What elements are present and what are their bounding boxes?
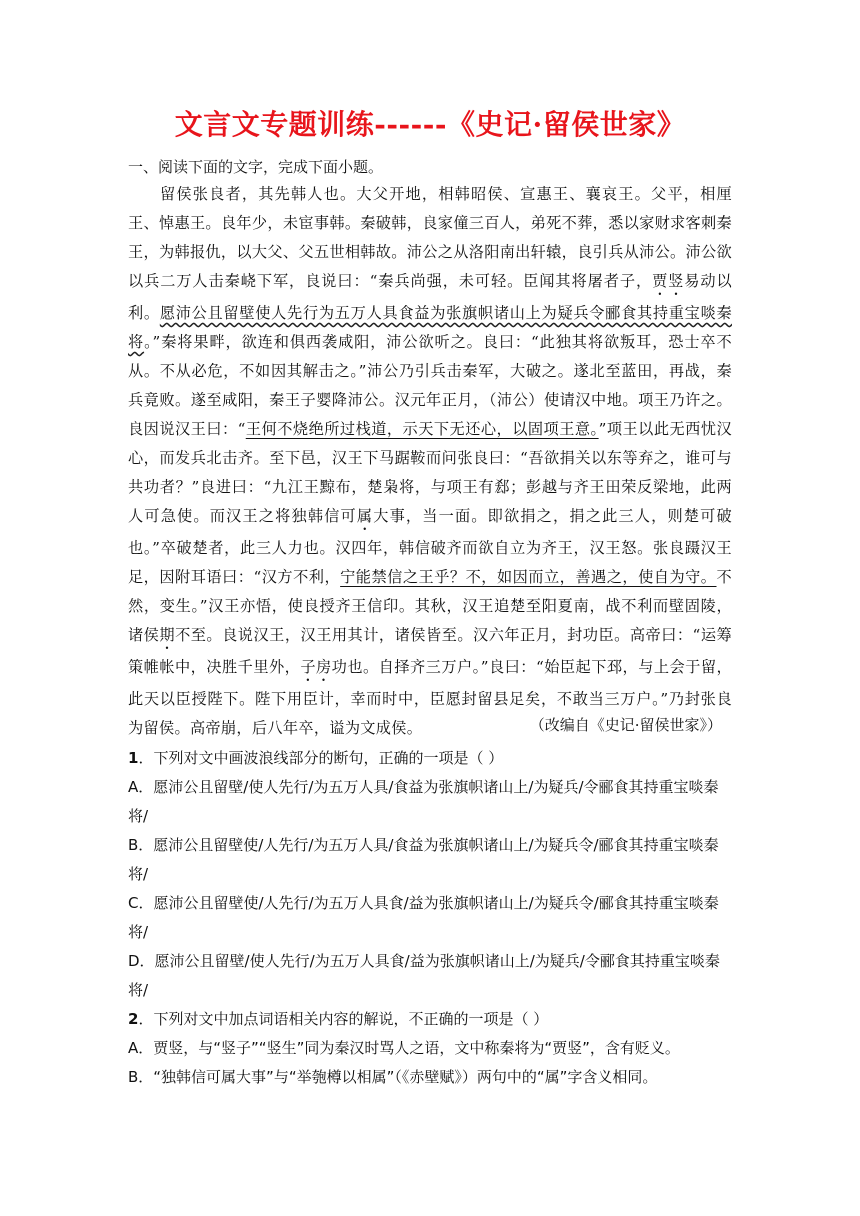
question-number: 1: [128, 749, 139, 767]
passage-text: 。”秦将果畔，欲连和俱西袭咸阳，沛公欲听之。良曰：“此独其将欲叛耳，恐士卒不从。不从必危，不如因其解击之。”沛公乃引兵击秦军，大破之。遂北至蓝田，再战，秦兵竟败。遂至咸阳，秦王子婴降沛公。汉元年正月，（沛公）使请汉中地。项王乃许之。良因说汉王曰：“: [128, 333, 732, 438]
question-2-option-a: A．贾竖，与“竖子”“竖生”同为秦汉时骂人之语，文中称秦将为“贾竖”，含有贬义。: [128, 1039, 680, 1057]
dotted-word: 子房: [300, 658, 332, 676]
passage-text: 不然，变生。”汉王亦悟，使良授齐王信印。其秋，汉王追楚至阳夏南，战不利而壁固陵，诸侯: [128, 568, 732, 644]
passage-paragraph: [128, 180, 732, 743]
question-1-stem: [128, 744, 732, 773]
passage-text: 功也。自择齐三万户。”良曰：“始臣起下邳，与上会于留，此天以臣授陛下。陛下用臣计，幸而时中，臣愿封留县足矣，不敢当三万户。”乃封张良为留侯。高帝崩，后八年卒，谥为文成侯。: [128, 658, 733, 737]
question-1-option-d: D．愿沛公且留壁/使人先行/为五万人具食/益为张旗帜诸山上/为疑兵/令郦食其持重宝啖秦将/: [128, 952, 720, 999]
question-1-option-b: B．愿沛公且留壁使/人先行/为五万人具/食益为张旗帜诸山上/为疑兵令/郦食其持重宝啖秦将/: [128, 836, 719, 883]
dotted-word: 属: [356, 507, 374, 525]
passage-text: 不至。良说汉王，汉王用其计，诸侯皆至。汉六年正月，封功臣。高帝曰：“运筹策帷帐中，决胜千里外，: [128, 626, 732, 676]
question-text: ．下列对文中加点词语相关内容的解说，不正确的一项是（ ）: [138, 1010, 549, 1028]
passage-text: ”项王以此无西忧汉心，而发兵北击齐。至下邑，汉王下马踞鞍而问张良曰：“吾欲捐关以东等弃之，谁可与共功者？”良进曰：“九江王黥布，楚枭将，与项王有郄；彭越与齐王田荣反梁地，此两人可急使。而汉王之将独韩信可: [128, 420, 732, 525]
question-1-option-c: C．愿沛公且留壁使/人先行/为五万人具食/益为张旗帜诸山上/为疑兵令/郦食其持重宝啖秦将/: [128, 894, 719, 941]
question-text: ．下列对文中画波浪线部分的断句，正确的一项是（ ）: [138, 749, 504, 767]
passage-text: 留侯张良者，其先韩人也。大父开地，相韩昭侯、宣惠王、襄哀王。父平，相厘王、悼惠王。良年少，未宦事韩。秦破韩，良家僮三百人，弟死不葬，悉以家财求客刺秦王，为韩报仇，以大父、父五世相韩故。沛公之从洛阳南出轩辕，良引兵从沛公。沛公欲以兵二万人击秦峣下军，良说曰：“秦兵尚强，未可轻。臣闻其将屠者子，: [128, 185, 733, 290]
dotted-word: 贾竖: [652, 272, 685, 290]
section-heading: 一、阅读下面的文字，完成下面小题。: [128, 158, 384, 176]
question-number: 2: [128, 1010, 139, 1028]
questions: [128, 744, 732, 1092]
question-2-stem: [128, 1005, 732, 1034]
passage: [128, 180, 732, 743]
passage-text: 大事，当一面。即欲捐之，捐之此三人，则楚可破也。”卒破楚者，此三人力也。汉四年，韩信破齐而欲自立为齐王，汉王怒。张良蹑汉王足，因附耳语曰：“汉方不利，: [128, 507, 732, 586]
underlined-sentence: 宁能禁信之王乎？不，如因而立，善遇之，使自为守。: [340, 568, 717, 586]
wavy-underlined-text: 愿沛公且留壁使人先行为五万人具食益为张旗帜诸山上为疑兵令郦食其持重宝啖秦将: [128, 304, 732, 351]
page-title: 文言文专题训练------《史记·留侯世家》: [174, 108, 686, 141]
passage-source: （改编自《史记·留侯世家》）: [529, 716, 722, 734]
underlined-sentence: 王何不烧绝所过栈道，示天下无还心，以固项王意。: [245, 420, 599, 438]
passage-text: 易动以利。: [128, 272, 732, 322]
question-1-option-a: A．愿沛公且留壁/使人先行/为五万人具/食益为张旗帜诸山上/为疑兵/令郦食其持重宝啖秦将/: [128, 778, 719, 825]
question-2-option-b: B．“独韩信可属大事”与“举匏樽以相属”（《赤壁赋》）两句中的“属”字含义相同。: [128, 1068, 658, 1086]
dotted-word: 期: [159, 626, 176, 644]
